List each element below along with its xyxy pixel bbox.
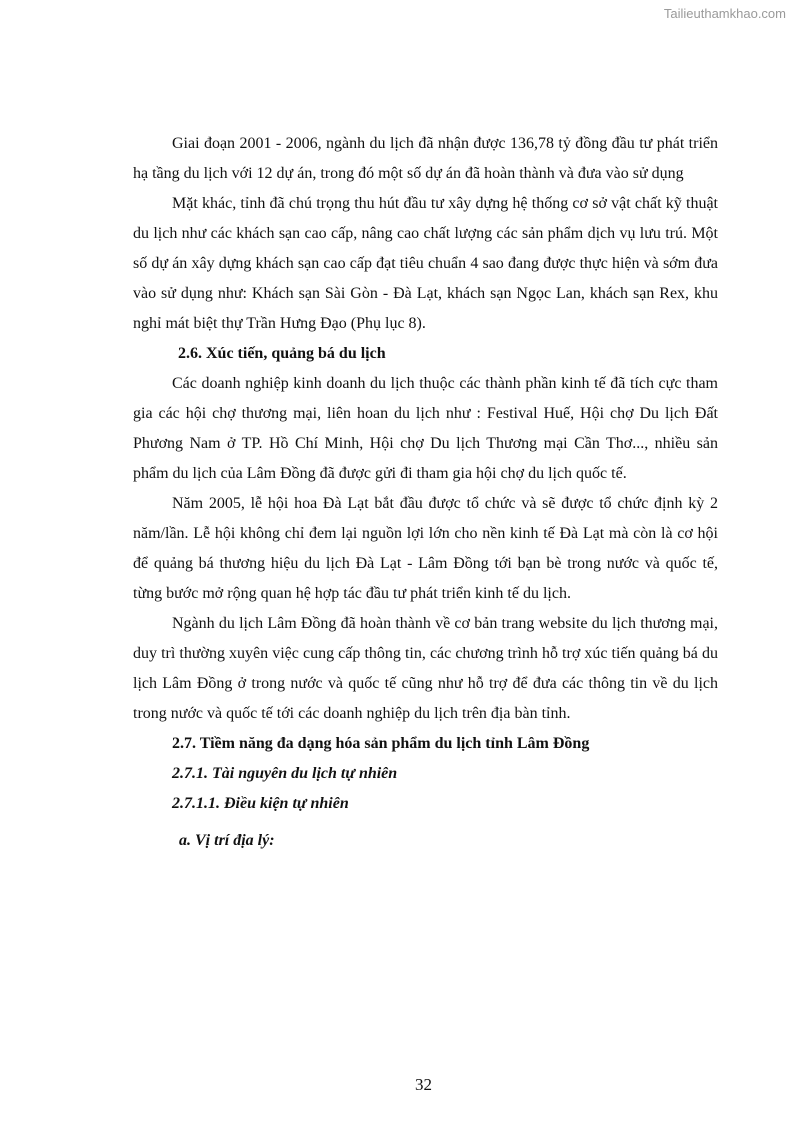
heading-location: a. Vị trí địa lý: xyxy=(179,832,275,849)
paragraph-flower-festival: Năm 2005, lễ hội hoa Đà Lạt bắt đầu được tổ chức và sẽ được tổ chức định kỳ 2 năm/lần. Lễ hội không chỉ đem lại nguồn lợi lớn cho nền kinh tế Đà Lạt mà còn là cơ hội để quảng bá thương hiệu du lịch Đà Lạt - Lâm Đồng tới bạn bè trong nước và quốc tế, từng bước mở rộng quan hệ hợp tác đầu tư phát triển kinh tế du lịch. xyxy=(133,495,718,602)
paragraph-hotels: Mặt khác, tỉnh đã chú trọng thu hút đầu tư xây dựng hệ thống cơ sở vật chất kỹ thuật du lịch như các khách sạn cao cấp, nâng cao chất lượng các sản phẩm dịch vụ lưu trú. Một số dự án xây dựng khách sạn cao cấp đạt tiêu chuẩn 4 sao đang được thực hiện và sớm đưa vào sử dụng như: Khách sạn Sài Gòn - Đà Lạt, khách sạn Ngọc Lan, khách sạn Rex, khu nghỉ mát biệt thự Trần Hưng Đạo (Phụ lục 8). xyxy=(133,195,718,332)
heading-2-7-1-1: 2.7.1.1. Điều kiện tự nhiên xyxy=(172,795,349,812)
page-body xyxy=(133,129,718,856)
heading-2-7: 2.7. Tiềm năng đa dạng hóa sản phẩm du lịch tỉnh Lâm Đồng xyxy=(172,735,590,752)
heading-2-7-1: 2.7.1. Tài nguyên du lịch tự nhiên xyxy=(172,765,398,782)
watermark: Tailieuthamkhao.com xyxy=(663,6,786,21)
paragraph-fairs: Các doanh nghiệp kinh doanh du lịch thuộc các thành phần kinh tế đã tích cực tham gia các hội chợ thương mại, liên hoan du lịch như : Festival Huế, Hội chợ Du lịch Đất Phương Nam ở TP. Hồ Chí Minh, Hội chợ Du lịch Thương mại Cần Thơ..., nhiều sản phẩm du lịch của Lâm Đồng đã được gửi đi tham gia hội chợ du lịch quốc tế. xyxy=(133,375,718,482)
page-number: 32 xyxy=(415,1075,432,1094)
heading-2-6: 2.6. Xúc tiến, quảng bá du lịch xyxy=(178,345,386,362)
paragraph-investment: Giai đoạn 2001 - 2006, ngành du lịch đã nhận được 136,78 tỷ đồng đầu tư phát triển hạ tầng du lịch với 12 dự án, trong đó một số dự án đã hoàn thành và đưa vào sử dụng xyxy=(133,135,718,182)
paragraph-website: Ngành du lịch Lâm Đồng đã hoàn thành về cơ bản trang website du lịch thương mại, duy trì thường xuyên việc cung cấp thông tin, các chương trình hỗ trợ xúc tiến quảng bá du lịch Lâm Đồng ở trong nước và quốc tế cũng như hỗ trợ để đưa các thông tin về du lịch trong nước và quốc tế tới các doanh nghiệp du lịch trên địa bàn tỉnh. xyxy=(133,615,718,722)
